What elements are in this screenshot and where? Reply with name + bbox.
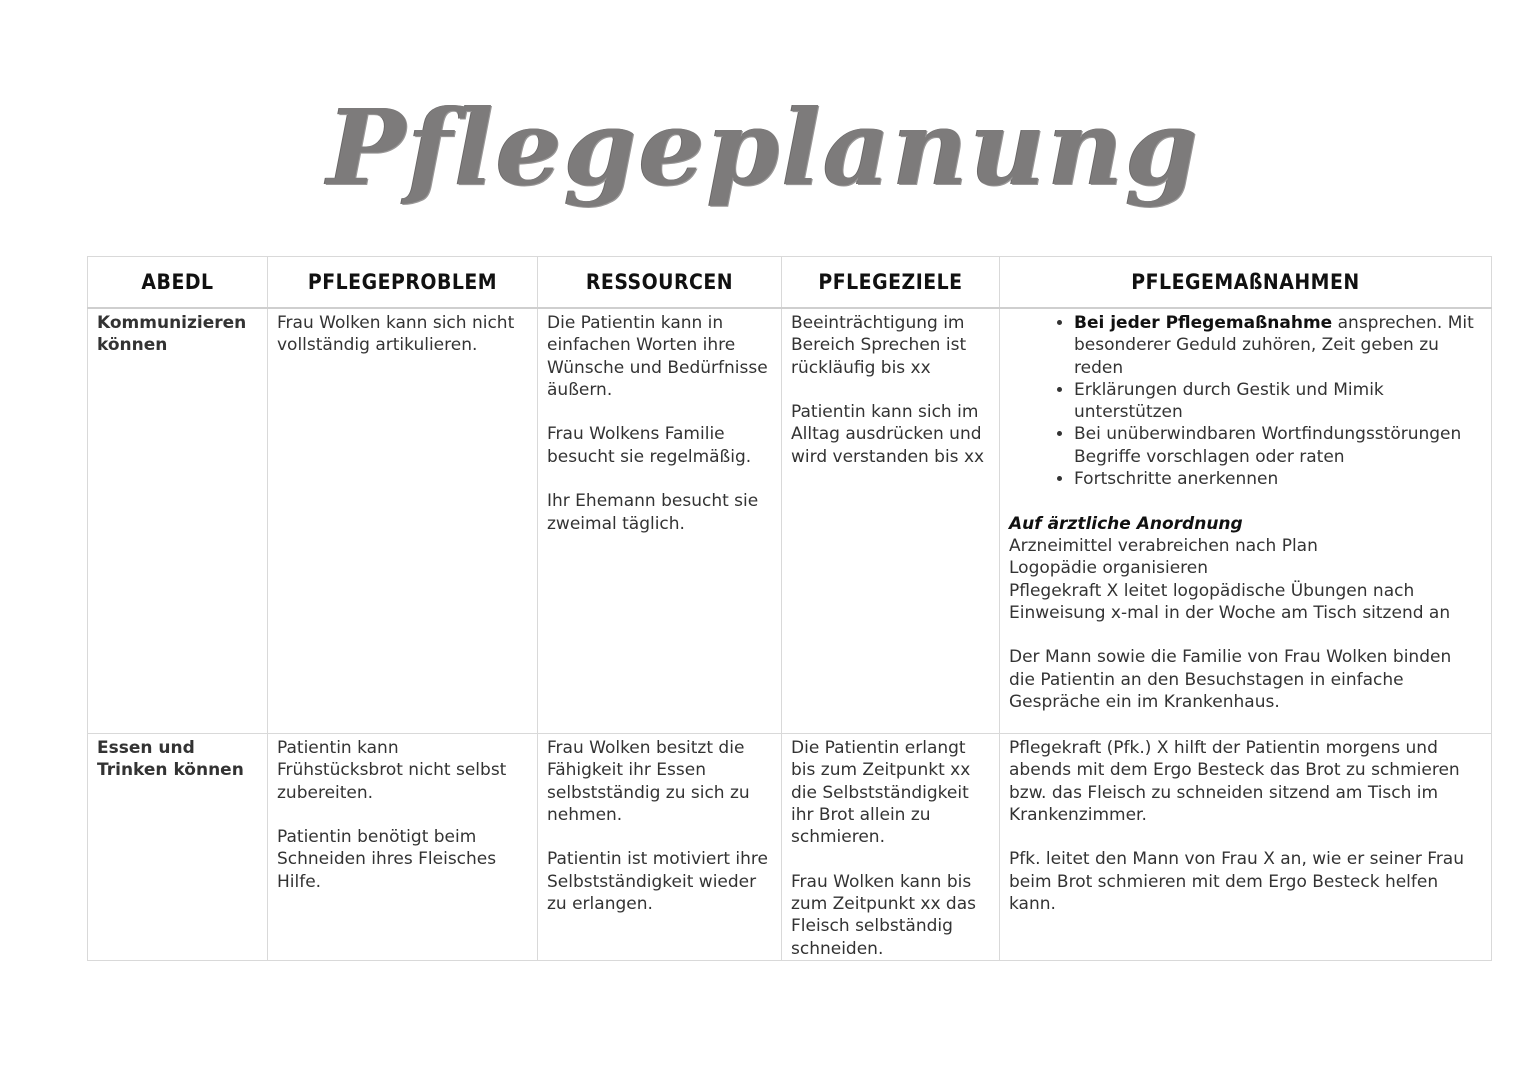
header-pflegemassnahmen: PFLEGEMAßNAHMEN <box>1000 257 1492 309</box>
massnahmen-list <box>1009 312 1482 490</box>
cell-text: Patientin kann Frühstücksbrot nicht selbst zubereiten. <box>277 738 507 803</box>
cell-text: Patientin benötigt beim Schneiden ihres Fleisches Hilfe. <box>277 827 497 892</box>
cell-text: Pfk. leitet den Mann von Frau X an, wie er seiner Frau beim Brot schmieren mit dem Ergo Besteck helfen kann. <box>1009 849 1464 915</box>
list-item <box>1074 468 1482 490</box>
ressourcen-cell <box>538 734 782 961</box>
header-pflegeproblem: PFLEGEPROBLEM <box>268 257 538 309</box>
cell-text: Logopädie organisieren <box>1009 558 1209 579</box>
cell-text: Frau Wolkens Familie besucht sie regelmäßig. <box>547 424 752 467</box>
cell-text: Frau Wolken besitzt die Fähigkeit ihr Essen selbstständig zu sich zu nehmen. <box>547 738 750 825</box>
list-item-text: Erklärungen durch Gestik und Mimik unterstützen <box>1074 379 1384 423</box>
page-title: Pflegeplanung <box>327 86 1200 209</box>
massnahmen-cell <box>1000 308 1492 734</box>
cell-text: Frau Wolken kann sich nicht vollständig artikulieren. <box>277 313 515 356</box>
ziele-cell <box>782 734 1000 961</box>
header-ressourcen: RESSOURCEN <box>538 257 782 309</box>
care-plan-table <box>87 256 1492 961</box>
ziele-cell <box>782 308 1000 734</box>
list-item-text: ansprechen. Mit besonderer Geduld zuhören, Zeit geben zu reden <box>1074 313 1474 378</box>
cell-text: Der Mann sowie die Familie von Frau Wolken binden die Patientin an den Besuchstagen in einfache Gespräche ein im Krankenhaus. <box>1009 647 1452 713</box>
table-row <box>88 734 1492 961</box>
cell-text: Beeinträchtigung im Bereich Sprechen ist rückläufig bis xx <box>791 313 967 378</box>
header-row <box>88 257 1492 309</box>
cell-text: Patientin kann sich im Alltag ausdrücken und wird verstanden bis xx <box>791 402 985 467</box>
cell-text: Ihr Ehemann besucht sie zweimal täglich. <box>547 491 759 534</box>
cell-text: Frau Wolken kann bis zum Zeitpunkt xx das Fleisch selbständig schneiden. <box>791 871 976 959</box>
cell-text: Pflegekraft X leitet logopädische Übungen nach Einweisung x-mal in der Woche am Tisch sitzend an <box>1009 580 1451 623</box>
problem-cell <box>268 734 538 961</box>
ressourcen-cell <box>538 308 782 734</box>
list-item <box>1074 312 1482 379</box>
massnahmen-cell <box>1000 734 1492 961</box>
header-pflegeziele: PFLEGEZIELE <box>782 257 1000 309</box>
list-item-text: Bei unüberwindbaren Wortfindungsstörungen Begriffe vorschlagen oder raten <box>1074 424 1462 467</box>
table-row <box>88 308 1492 734</box>
bold-text: Bei jeder Pflegemaßnahme <box>1074 313 1333 333</box>
list-item-text: Fortschritte anerkennen <box>1074 469 1279 490</box>
arzt-heading: Auf ärztliche Anordnung <box>1009 513 1243 534</box>
abedl-cell: Kommunizieren können <box>88 308 268 734</box>
list-item <box>1074 423 1482 468</box>
cell-text: Die Patientin kann in einfachen Worten ihre Wünsche und Bedürfnisse äußern. <box>547 313 768 400</box>
list-item <box>1074 379 1482 424</box>
cell-text: Patientin ist motiviert ihre Selbstständigkeit wieder zu erlangen. <box>547 849 768 915</box>
problem-cell <box>268 308 538 734</box>
abedl-cell: Essen und Trinken können <box>88 734 268 961</box>
cell-text: Arzneimittel verabreichen nach Plan <box>1009 535 1318 556</box>
header-abedl: ABEDL <box>88 257 268 309</box>
cell-text: Pflegekraft (Pfk.) X hilft der Patientin morgens und abends mit dem Ergo Besteck das Brot zu schmieren bzw. das Fleisch zu schneiden sitzend am Tisch im Krankenzimmer. <box>1009 738 1460 825</box>
cell-text: Die Patientin erlangt bis zum Zeitpunkt xx die Selbstständigkeit ihr Brot allein zu schmieren. <box>791 738 971 848</box>
